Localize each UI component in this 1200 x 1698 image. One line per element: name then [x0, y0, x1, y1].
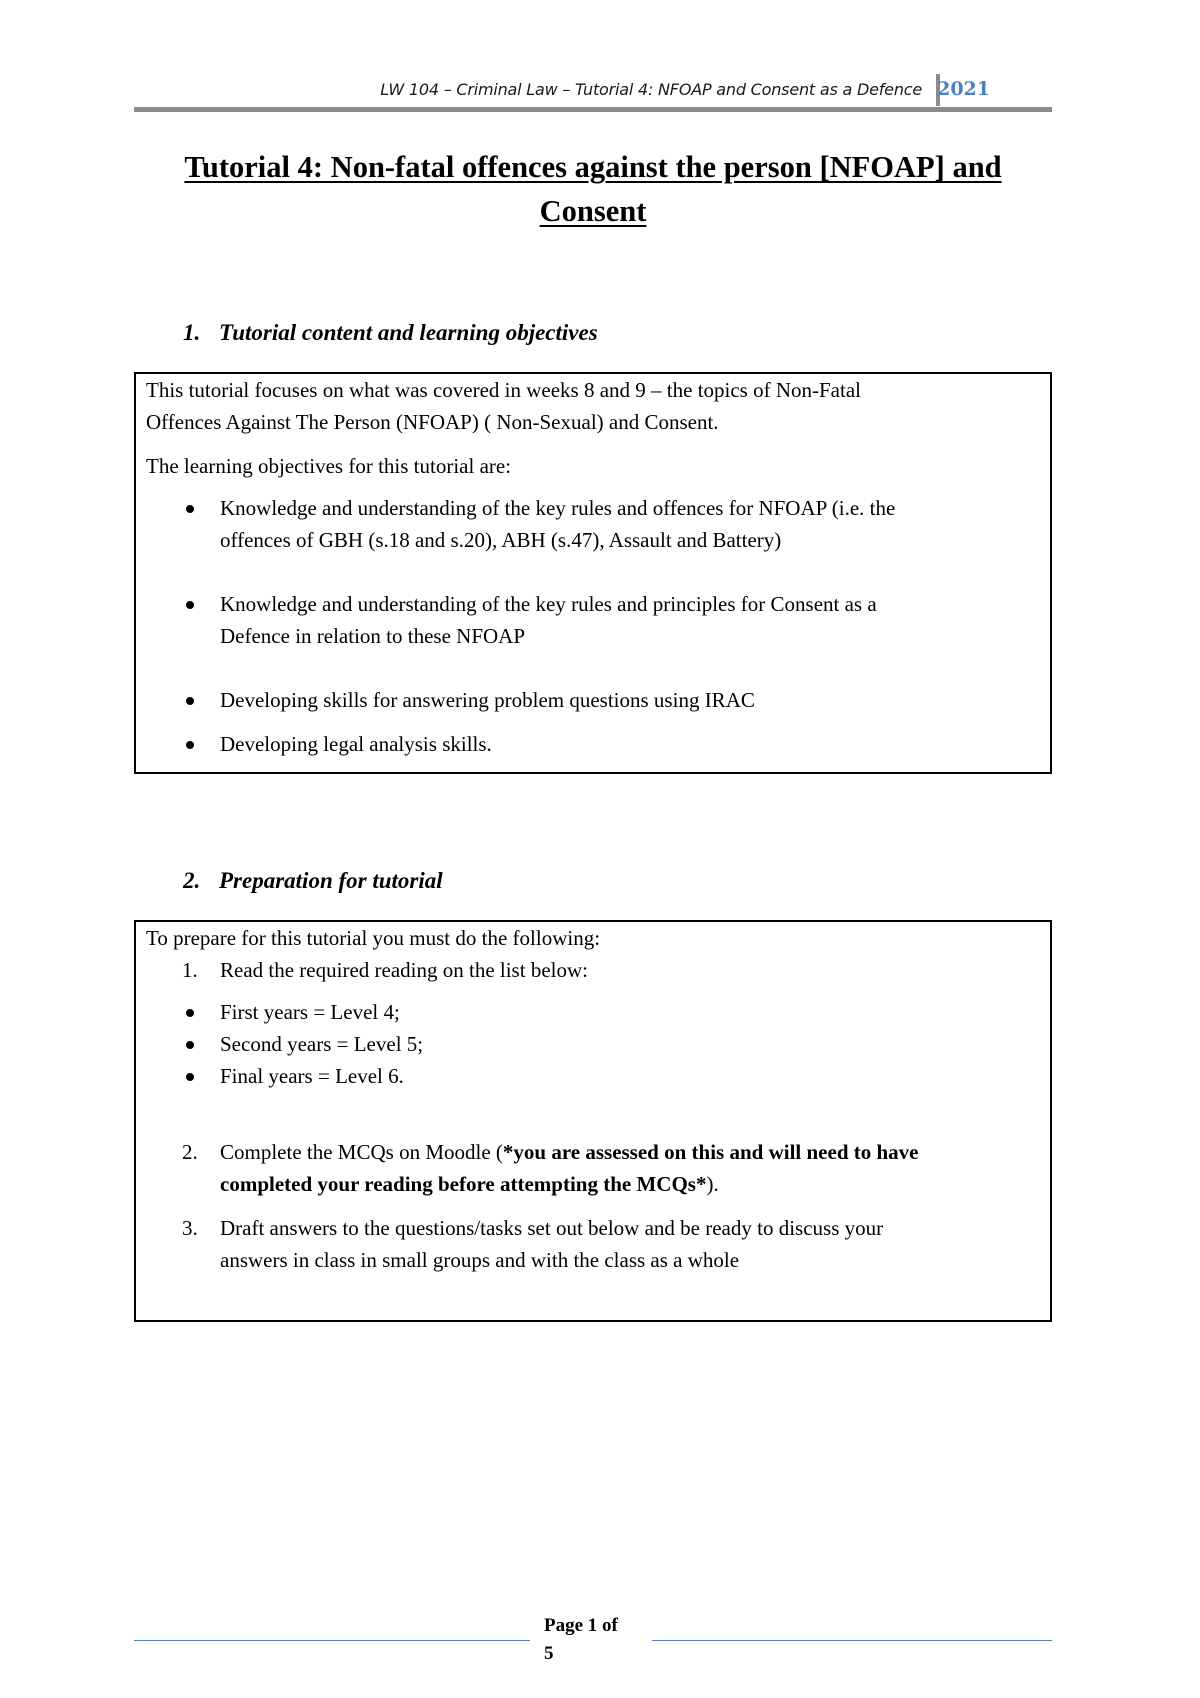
bullet-icon: [186, 1041, 194, 1049]
assessment-note: *you are assessed on this and will need to have: [502, 1140, 919, 1164]
step-number: 3.: [182, 1216, 198, 1240]
preparation-intro: To prepare for this tutorial you must do the following:: [146, 926, 601, 950]
section-title: Preparation for tutorial: [219, 868, 443, 893]
preparation-box: [134, 920, 1052, 1322]
footer-rule-right: [652, 1640, 1052, 1641]
bullet-icon: [186, 1009, 194, 1017]
section-heading-preparation: [183, 866, 443, 896]
bullet-icon: [186, 601, 194, 609]
intro-line: This tutorial focuses on what was covered in weeks 8 and 9 – the topics of Non-Fatal: [146, 378, 861, 402]
page-header: [134, 72, 1052, 106]
header-rule: [134, 107, 1052, 112]
list-item-text: Final years = Level 6.: [220, 1064, 404, 1088]
document-title: [134, 145, 1052, 233]
step-number: 1.: [182, 958, 198, 982]
preparation-steps: [136, 954, 1050, 986]
running-title: LW 104 – Criminal Law – Tutorial 4: NFOAP and Consent as a Defence: [380, 80, 922, 99]
objectives-box: [134, 372, 1052, 774]
list-item-text: Knowledge and understanding of the key rules and offences for NFOAP (i.e. the: [220, 496, 896, 520]
intro-line: Offences Against The Person (NFOAP) ( Non-Sexual) and Consent.: [146, 410, 719, 434]
list-item-text: ).: [706, 1172, 719, 1196]
list-item-text: Knowledge and understanding of the key rules and principles for Consent as a: [220, 592, 877, 616]
list-item: [136, 954, 1050, 986]
list-item: [136, 1028, 1050, 1060]
intro-paragraph: [136, 374, 1050, 438]
document-title-line1: Tutorial 4: Non-fatal offences against the person [NFOAP] and: [184, 150, 1002, 184]
list-item: [136, 996, 1050, 1028]
section-title: Tutorial content and learning objectives: [219, 320, 598, 345]
list-item-text: Defence in relation to these NFOAP: [220, 624, 526, 648]
objectives-list: [136, 492, 1050, 760]
list-item-text: Second years = Level 5;: [220, 1032, 424, 1056]
header-year: 2021: [937, 78, 990, 100]
list-item: [136, 1060, 1050, 1092]
list-item-text: Read the required reading on the list below:: [220, 958, 588, 982]
list-item-text: answers in class in small groups and with the class as a whole: [220, 1248, 740, 1272]
section-number: 1.: [183, 320, 201, 345]
list-item-text: First years = Level 4;: [220, 1000, 400, 1024]
list-item-text: Draft answers to the questions/tasks set out below and be ready to discuss your: [220, 1216, 884, 1240]
bullet-icon: [186, 741, 194, 749]
footer-rule-left: [134, 1640, 530, 1641]
objectives-intro: The learning objectives for this tutorial are:: [146, 454, 512, 478]
section-heading-objectives: [183, 318, 598, 348]
list-item-text: Complete the MCQs on Moodle (: [220, 1140, 503, 1164]
page-number: [544, 1612, 618, 1668]
bullet-icon: [186, 697, 194, 705]
bullet-icon: [186, 505, 194, 513]
list-item: [136, 1136, 1050, 1200]
step-number: 2.: [182, 1140, 198, 1164]
section-number: 2.: [183, 868, 201, 893]
list-item: [136, 1212, 1050, 1276]
list-item: [136, 588, 1050, 652]
bullet-icon: [186, 1073, 194, 1081]
list-item: [136, 728, 1050, 760]
assessment-note: completed your reading before attempting the MCQs*: [220, 1172, 707, 1196]
list-item: [136, 492, 1050, 556]
preparation-steps: [136, 1136, 1050, 1276]
document-title-line2: Consent: [539, 194, 647, 228]
list-item-text: Developing skills for answering problem questions using IRAC: [220, 688, 755, 712]
list-item-text: Developing legal analysis skills.: [220, 732, 492, 756]
list-item-text: offences of GBH (s.18 and s.20), ABH (s.47), Assault and Battery): [220, 528, 782, 552]
levels-list: [136, 996, 1050, 1092]
page-number-line: 5: [544, 1643, 554, 1664]
list-item: [136, 684, 1050, 716]
page-number-line: Page 1 of: [544, 1615, 618, 1636]
